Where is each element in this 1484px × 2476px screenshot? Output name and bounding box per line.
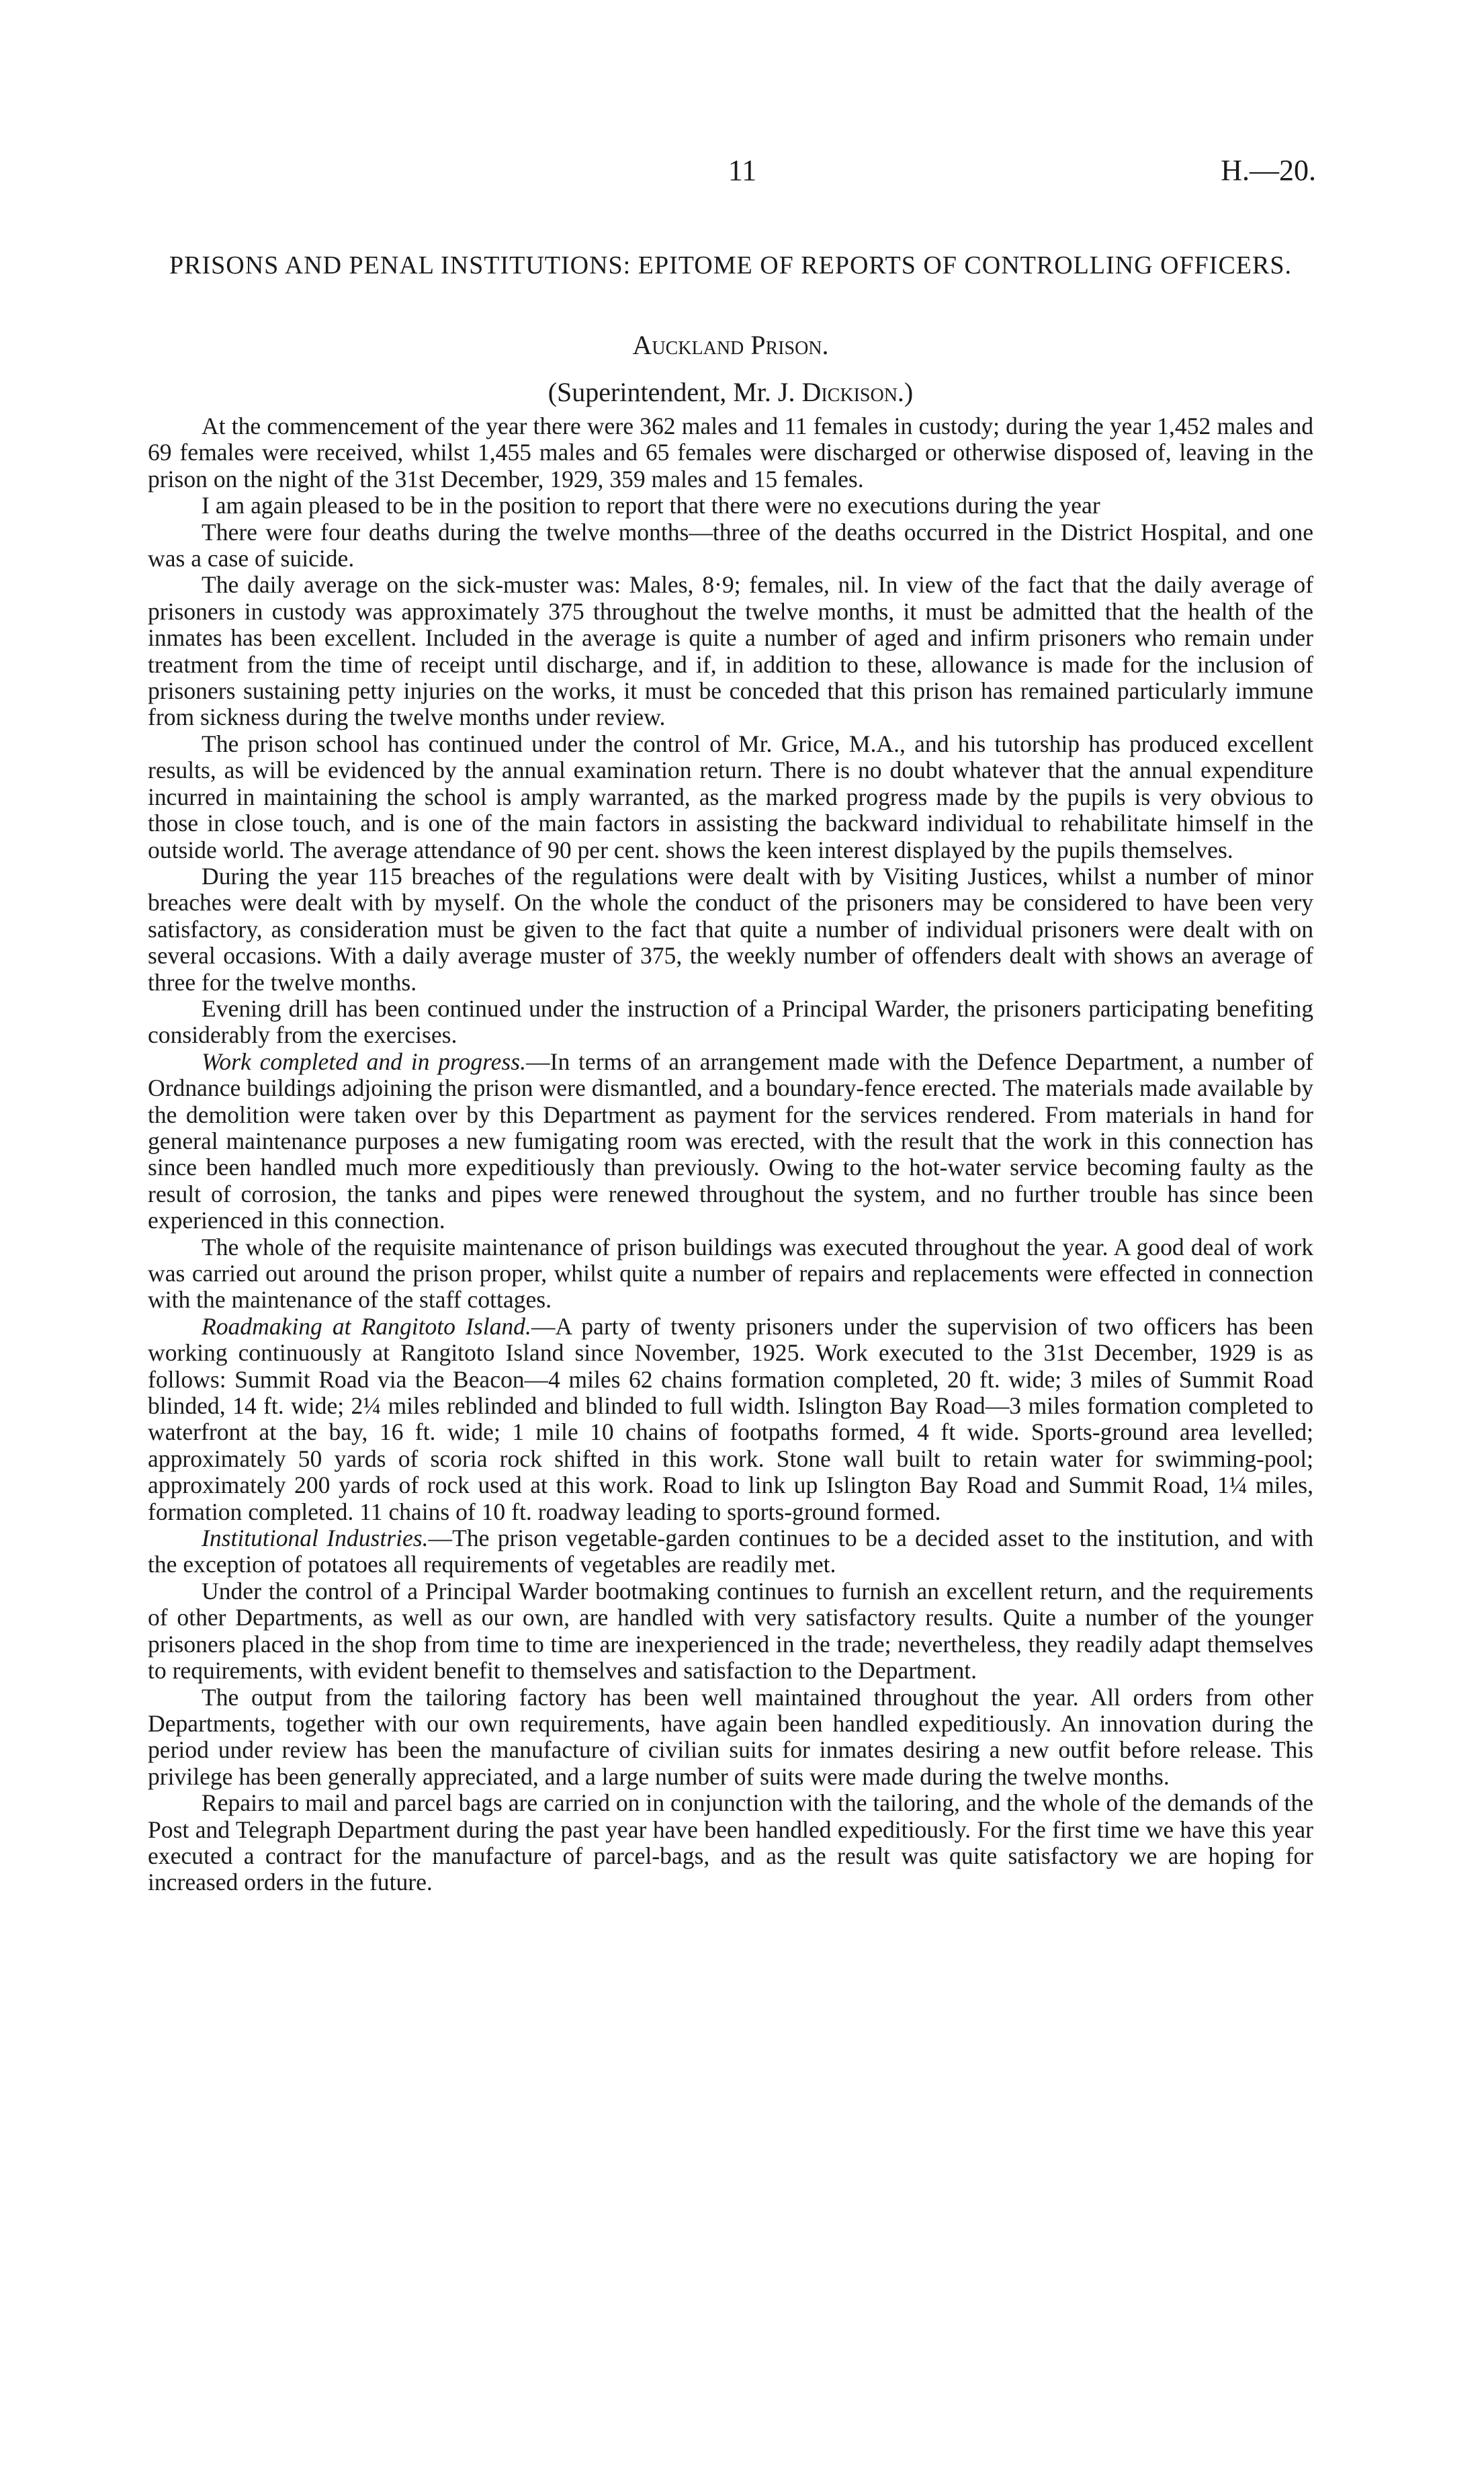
paragraph-industries [148,1525,1313,1578]
paragraph-lead: Roadmaking at Rangitoto Island. [202,1312,531,1340]
paragraph-text: The daily average on the sick-muster was: Males, 8·9; females, nil. In view of the fact that the daily average of prisoners in custody was approximately 375 throughout the twelve months, it must be admitted that the health of the inmates has been excellent. Included in the average is quite a number of aged and infirm prisoners who remain under treatment from the time of receipt until discharge, and if, in addition to these, allowance is made for the inclusion of prisoners sustaining petty injuries on the works, it must be conceded that this prison has remained particularly immune from sickness during the twelve months under review. [148,571,1313,731]
paragraph-text: Repairs to mail and parcel bags are carried on in conjunction with the tailoring, and the whole of the demands of the Post and Telegraph Department during the past year have been handled expeditiously. For the first time we have this year executed a contract for the manufacture of parcel-bags, and as the result was quite satisfactory we are hoping for increased orders in the future. [148,1789,1313,1896]
report-body [148,413,1313,1896]
paragraph-text: —The prison vegetable-garden continues to be a decided asset to the institution, and with the exception of potatoes all requirements of vegetables are readily met. [148,1525,1313,1578]
paragraph-text: The prison school has continued under the control of Mr. Grice, M.A., and his tutorship has produced excellent results, as will be evidenced by the annual examination return. There is no doubt whatever that the annual expenditure incurred in maintaining the school is amply warranted, as the marked progress made by the pupils is very obvious to those in close touch, and is one of the main factors in assisting the backward individual to rehabilitate himself in the outside world. The average attendance of 90 per cent. shows the keen interest displayed by the pupils themselves. [148,730,1313,863]
paragraph-text: The output from the tailoring factory has been well maintained throughout the year. All orders from other Departments, together with our own requirements, have again been handled expeditiously. An innovation during the period under review has been the manufacture of civilian suits for inmates desiring a new outfit before release. This privilege has been generally appreciated, and a large number of suits were made during the twelve months. [148,1683,1313,1790]
paragraph-school [148,731,1313,863]
subtitle-prefix: (Superintendent, Mr. J. [548,377,802,407]
page-number: 11 [728,154,757,187]
page-title: PRISONS AND PENAL INSTITUTIONS: EPITOME OF REPORTS OF CONTROLLING OFFICERS. [169,251,1292,280]
paragraph-conduct [148,863,1313,996]
paragraph-bootmaking [148,1578,1313,1684]
paragraph-text: There were four deaths during the twelve months—three of the deaths occurred in the District Hospital, and one was a case of suicide. [148,518,1313,572]
subtitle-name: Dickison [801,377,898,407]
document-code: H.—20. [1221,154,1316,187]
paragraph-work [148,1049,1313,1234]
paragraph-roadmaking [148,1314,1313,1525]
paragraph-text: At the commencement of the year there were 362 males and 11 females in custody; during the year 1,452 males and 69 females were received, whilst 1,455 males and 65 females were discharged or otherwise disposed of, leaving in the prison on the night of the 31st December, 1929, 359 males and 15 females. [148,413,1313,493]
paragraph-drill [148,996,1313,1049]
paragraph-text: During the year 115 breaches of the regulations were dealt with by Visiting Justices, whilst a number of minor breaches were dealt with by myself. On the whole the conduct of the prisoners may be considered to have been very satisfactory, as consideration must be given to the fact that quite a number of individual prisoners were dealt with on several occasions. With a daily average muster of 375, the weekly number of offenders dealt with shows an average of three for the twelve months. [148,862,1313,996]
paragraph-text: I am again pleased to be in the position to report that there were no executions during the year [202,492,1100,519]
section-subtitle [148,376,1313,408]
paragraph-text: Evening drill has been continued under the instruction of a Principal Warder, the prisoners participating benefiting considerably from the exercises. [148,994,1313,1049]
paragraph-text: Under the control of a Principal Warder bootmaking continues to furnish an excellent return, and the requirements of other Departments, as well as our own, are handled with very satisfactory results. Quite a number of the younger prisoners placed in the shop from time to time are inexperienced in the trade; nevertheless, they readily adapt themselves to requirements, with evident benefit to themselves and satisfaction to the Department. [148,1577,1313,1684]
paragraph-text: —In terms of an arrangement made with the Defence Department, a number of Ordnance buildings adjoining the prison were dismantled, and a boundary-fence erected. The materials made available by the demolition were taken over by this Department as payment for the services rendered. From materials in hand for general maintenance purposes a new fumigating room was erected, with the result that the work in this connection has since been handled much more expeditiously than previously. Owing to the hot-water service becoming faulty as the result of corrosion, the tanks and pipes were renewed throughout the system, and no further trouble has since been experienced in this connection. [148,1048,1313,1234]
paragraph-tailoring [148,1684,1313,1791]
paragraph-lead: Institutional Industries. [202,1525,429,1552]
paragraph-maintenance [148,1234,1313,1314]
paragraph-text: —A party of twenty prisoners under the supervision of two officers has been working continuously at Rangitoto Island since November, 1925. Work executed to the 31st December, 1929 is as follows: Summit Road via the Beacon—4 miles 62 chains formation completed, 20 ft. wide; 3 miles of Summit Road blinded, 14 ft. wide; 2¼ miles reblinded and blinded to full width. Islington Bay Road—3 miles formation completed to waterfront at the bay, 16 ft. wide; 1 mile 10 chains of footpaths formed, 4 ft wide. Sports-ground area levelled; approximately 50 yards of scoria rock shifted in this work. Stone wall built to retain water for swimming-pool; approximately 200 yards of rock used at this work. Road to link up Islington Bay Road and Summit Road, 1¼ miles, formation completed. 11 chains of 10 ft. roadway leading to sports-ground formed. [148,1312,1314,1525]
paragraph-text: The whole of the requisite maintenance of prison buildings was executed throughout the year. A good deal of work was carried out around the prison proper, whilst quite a number of repairs and replacements were effected in connection with the maintenance of the staff cottages. [148,1233,1313,1314]
subtitle-suffix: .) [897,377,914,407]
section-heading: Auckland Prison. [632,330,829,360]
paragraph-health [148,572,1313,730]
paragraph-executions [148,493,1313,519]
paragraph-mailbags [148,1790,1313,1896]
paragraph-custody [148,413,1313,493]
paragraph-lead: Work completed and in progress. [202,1048,527,1075]
paragraph-deaths [148,519,1313,572]
